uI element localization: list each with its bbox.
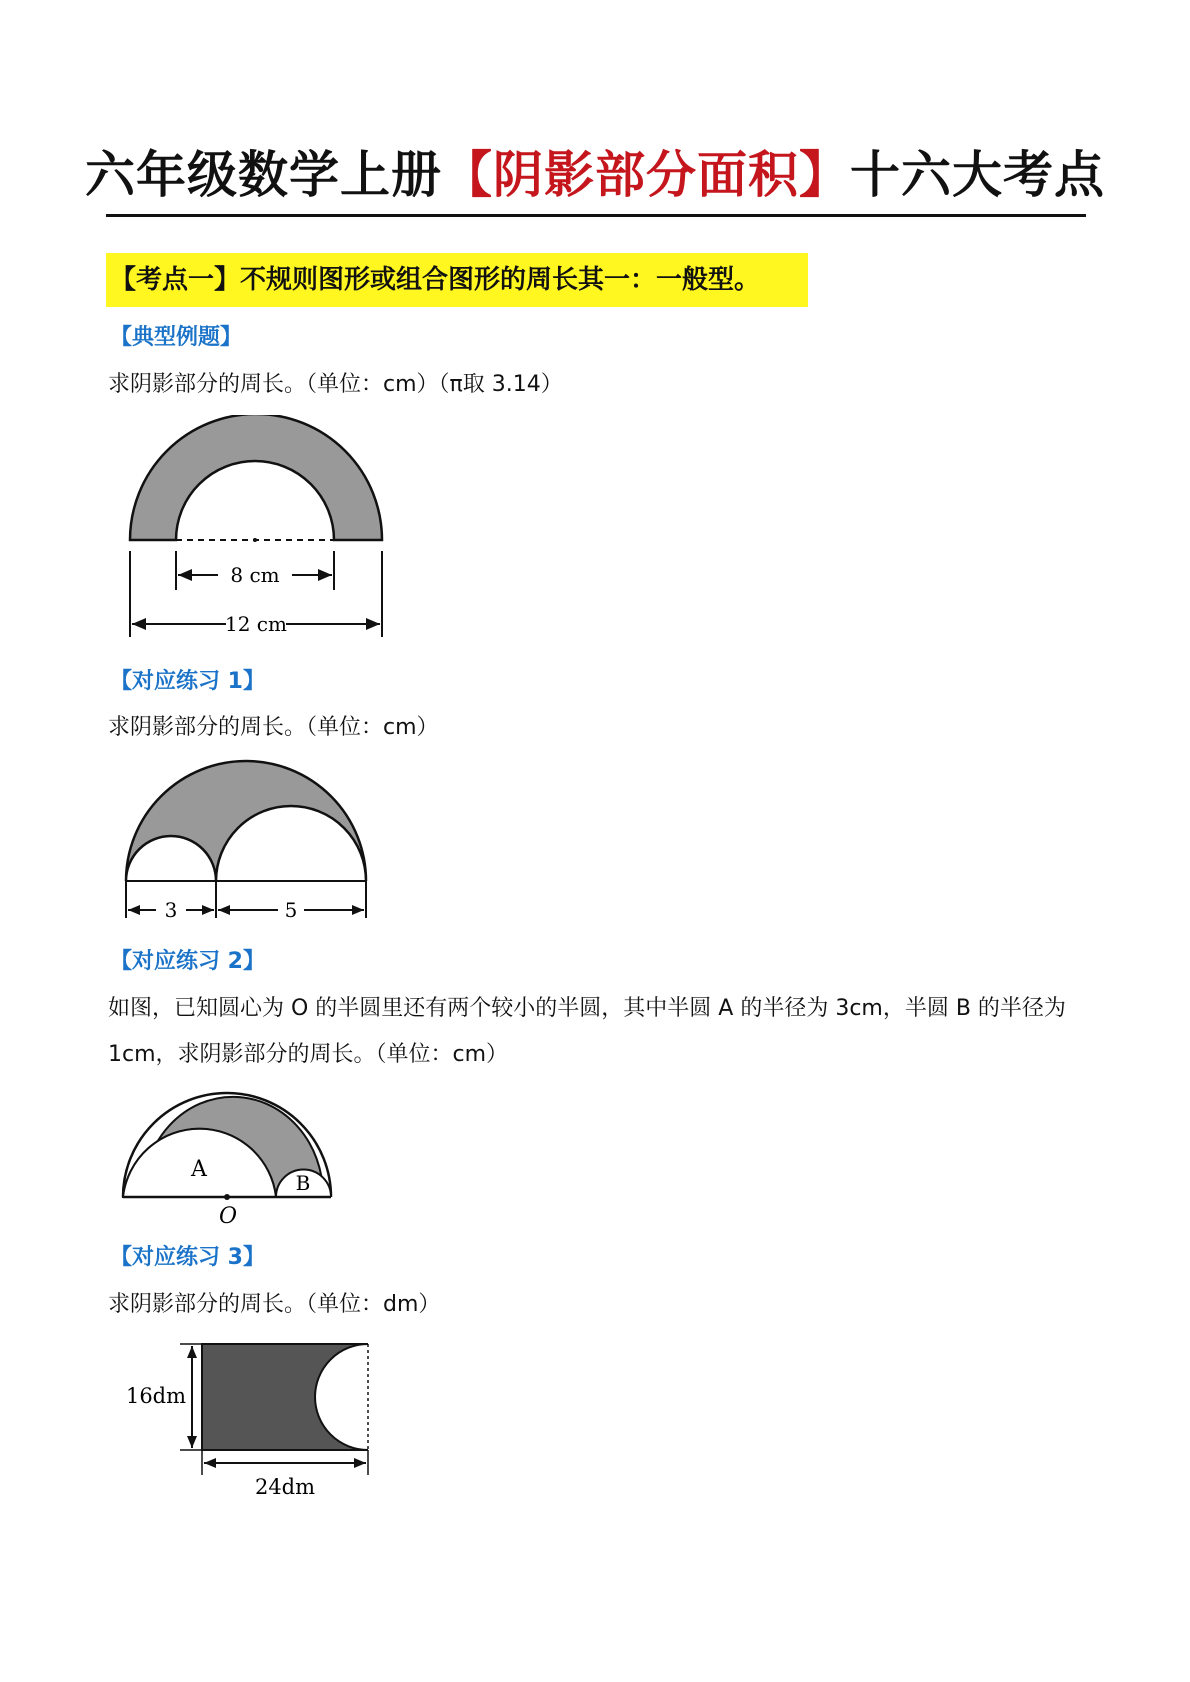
practice3-height-label: 16dm	[125, 1384, 187, 1408]
practice1-arrowhead	[202, 905, 214, 915]
practice1-arrowhead	[218, 905, 230, 915]
page-title	[0, 140, 1190, 210]
example-arrowhead	[132, 618, 146, 630]
practice2-center-dot	[224, 1194, 230, 1200]
practice2-label: 【对应练习 2】	[110, 949, 265, 974]
section-heading: 【考点一】不规则图形或组合图形的周长其一：一般型。	[110, 265, 761, 295]
practice3-arrowhead	[187, 1436, 197, 1448]
practice1-question: 求阴影部分的周长。（单位：cm）	[108, 715, 439, 740]
example-inner-label: 8 cm	[230, 563, 280, 587]
practice1-shaded-region	[126, 761, 366, 881]
title-part2: 【阴影部分面积】	[442, 146, 850, 204]
title-part1: 六年级数学上册	[85, 146, 442, 204]
practice2-question: 如图，已知圆心为 O 的半圆里还有两个较小的半圆，其中半圆 A 的半径为 3cm，半圆 B 的半径为 1cm，求阴影部分的周长。（单位：cm）	[108, 996, 1066, 1067]
practice1-left-label: 3	[164, 898, 178, 922]
title-underline	[106, 214, 1086, 217]
example-arrowhead	[366, 618, 380, 630]
practice1-figure	[118, 756, 378, 926]
example-shaded-ring	[130, 415, 382, 540]
practice3-label: 【对应练习 3】	[110, 1245, 265, 1270]
practice2-label-b: B	[295, 1171, 311, 1195]
practice3-arrowhead	[204, 1458, 216, 1468]
practice3-arrowhead	[354, 1458, 366, 1468]
practice1-arrowhead	[352, 905, 364, 915]
example-center-dot	[253, 538, 257, 542]
practice3-width-label: 24dm	[254, 1475, 316, 1499]
example-label: 【典型例题】	[110, 325, 243, 350]
practice2-label-a: A	[191, 1157, 207, 1182]
practice3-shaded-region	[202, 1344, 368, 1450]
title-part3: 十六大考点	[850, 146, 1105, 204]
practice1-right-label: 5	[284, 898, 298, 922]
practice1-label: 【对应练习 1】	[110, 669, 265, 694]
example-outer-label: 12 cm	[225, 612, 287, 636]
practice3-arrowhead	[187, 1346, 197, 1358]
practice1-arrowhead	[128, 905, 140, 915]
practice3-figure	[118, 1335, 388, 1505]
example-figure	[118, 415, 408, 645]
example-arrowhead	[318, 569, 332, 581]
example-arrowhead	[178, 569, 192, 581]
practice2-figure	[118, 1090, 348, 1230]
example-question: 求阴影部分的周长。（单位：cm）（π取 3.14）	[108, 372, 563, 397]
practice2-label-o: O	[218, 1204, 238, 1229]
practice3-question: 求阴影部分的周长。（单位：dm）	[108, 1292, 441, 1317]
